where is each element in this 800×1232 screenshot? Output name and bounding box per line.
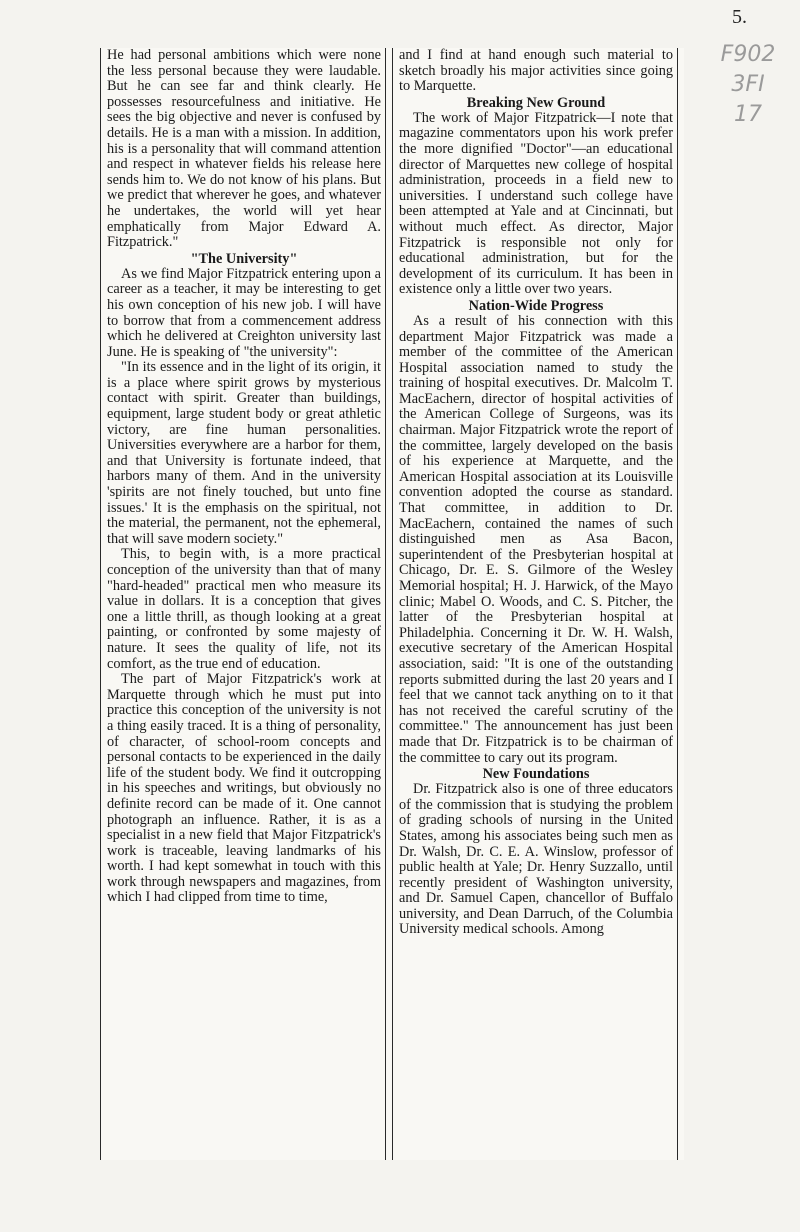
archive-note xyxy=(708,40,788,130)
archive-note-line: 17 xyxy=(734,102,762,127)
article-paragraph: The work of Major Fitzpatrick—I note that magazine commentators upon his work prefer the more dignified "Doctor"—an educational director of Marquettes new college of hospital administration, proceeds in a field new to universities. I understand such college have been attempted at Yale and at Cincinnati, but without much effect. As director, Major Fitzpatrick is responsible not only for educational administration, but for the development of its curriculum. It has been in existence only a little over two years. xyxy=(399,109,673,298)
section-heading: Breaking New Ground xyxy=(466,94,606,111)
newspaper-clipping xyxy=(100,48,684,1160)
article-paragraph: He had personal ambitions which were none the less personal because they were laudable. But he can see far and think clearly. He possesses resourcefulness and initiative. He sees the big objective and never is confused by details. He is a man with a mission. In addition, his is a personality that will command attention and respect in whatever fields his release here sends him to. We do not know of his plans. But we predict that wherever he goes, and whatever he undertakes, the world will yet hear emphatically from Major Edward A. Fitzpatrick." xyxy=(107,48,381,251)
article-column-right xyxy=(392,48,678,1160)
article-column-left xyxy=(100,48,386,1160)
article-paragraph: and I find at hand enough such material to sketch broadly his major activities since going to Marquette. xyxy=(399,48,673,95)
page-number: 5. xyxy=(732,6,747,28)
article-paragraph: As we find Major Fitzpatrick entering upon a career as a teacher, it may be interesting to get his own conception of his new job. I will have to borrow that from a commencement address which he delivered at Creighton university last June. He is speaking of "the university": xyxy=(107,265,381,360)
section-heading: Nation-Wide Progress xyxy=(468,297,604,314)
archive-note-line: 3FI xyxy=(731,72,765,97)
article-paragraph: "In its essence and in the light of its origin, it is a place where spirit grows by mysterious contact with spirit. Greater than buildings, equipment, large student body or great athletic victory, are fine human personalities. Universities everywhere are a harbor for them, and that University is fortunate indeed, that harbors many of them. And in the university 'spirits are not finely touched, but unto fine issues.' It is the emphasis on the spiritual, not the material, the permanent, not the ephemeral, that will save modern society." xyxy=(107,359,381,547)
article-paragraph: As a result of his connection with this department Major Fitzpatrick was made a member of the committee of the American Hospital association named to study the training of hospital executives. Dr. Malcolm T. MacEachern, director of hospital activities of the American College of Surgeons, was its chairman. Major Fitzpatrick wrote the report of the committee, largely developed on the basis of his experience at Marquette, and the American Hospital association at its Louisville convention adopted the course as standard. That committee, in addition to Dr. MacEachern, contained the names of such distinguished men as Asa Bacon, superintendent of the Presbyterian hospital at Chicago, Dr. E. S. Gilmore of the Wesley Memorial hospital; H. J. Harwick, of the Mayo clinic; Mabel O. Woods, and C. S. Pitcher, the latter of the Presbyterian hospital at Philadelphia. Concerning it Dr. W. H. Walsh, executive secretary of the American Hospital association, said: "It is one of the outstanding reports submitted during the last 20 years and I feel that we cannot tack anything on to it that has not received the careful scrutiny of the committee." The announcement has just been made that Dr. Fitzpatrick is to be chairman of the committee to cary out its program. xyxy=(399,312,673,766)
article-paragraph: The part of Major Fitzpatrick's work at Marquette through which he must put into practice this conception of the university is not a thing easily traced. It is a thing of personality, of character, of school-room concepts and personal contacts to be experienced in the daily life of the student body. We find it outcropping in his speeches and writings, but obviously no definite record can be made of it. One cannot photograph an influence. Rather, it is as a specialist in a new field that Major Fitzpatrick's work is traceable, leaving landmarks of his worth. I had kept somewhat in touch with this work through newspapers and magazines, from which I had clipped from time to time, xyxy=(107,671,381,906)
section-heading: New Foundations xyxy=(482,766,590,783)
archive-note-line: F902 xyxy=(720,42,776,67)
article-paragraph: This, to begin with, is a more practical conception of the university than that of many "hard-headed" practical men who measure its value in dollars. It is a conception that gives one a little thrill, as though looking at a great painting, or confronted by some majesty of nature. It sees the quality of life, not its comfort, as the true end of education. xyxy=(107,546,381,672)
section-heading: "The University" xyxy=(190,250,298,267)
article-paragraph: Dr. Fitzpatrick also is one of three educators of the commission that is studying the problem of grading schools of nursing in the United States, among his associates being such men as Dr. Walsh, Dr. C. E. A. Winslow, professor of public health at Yale; Dr. Henry Suzzallo, until recently president of Washington university, and Dr. Samuel Capen, chancellor of Buffalo university, and Dean Darruch, of the Columbia University medical schools. Among xyxy=(399,781,673,938)
